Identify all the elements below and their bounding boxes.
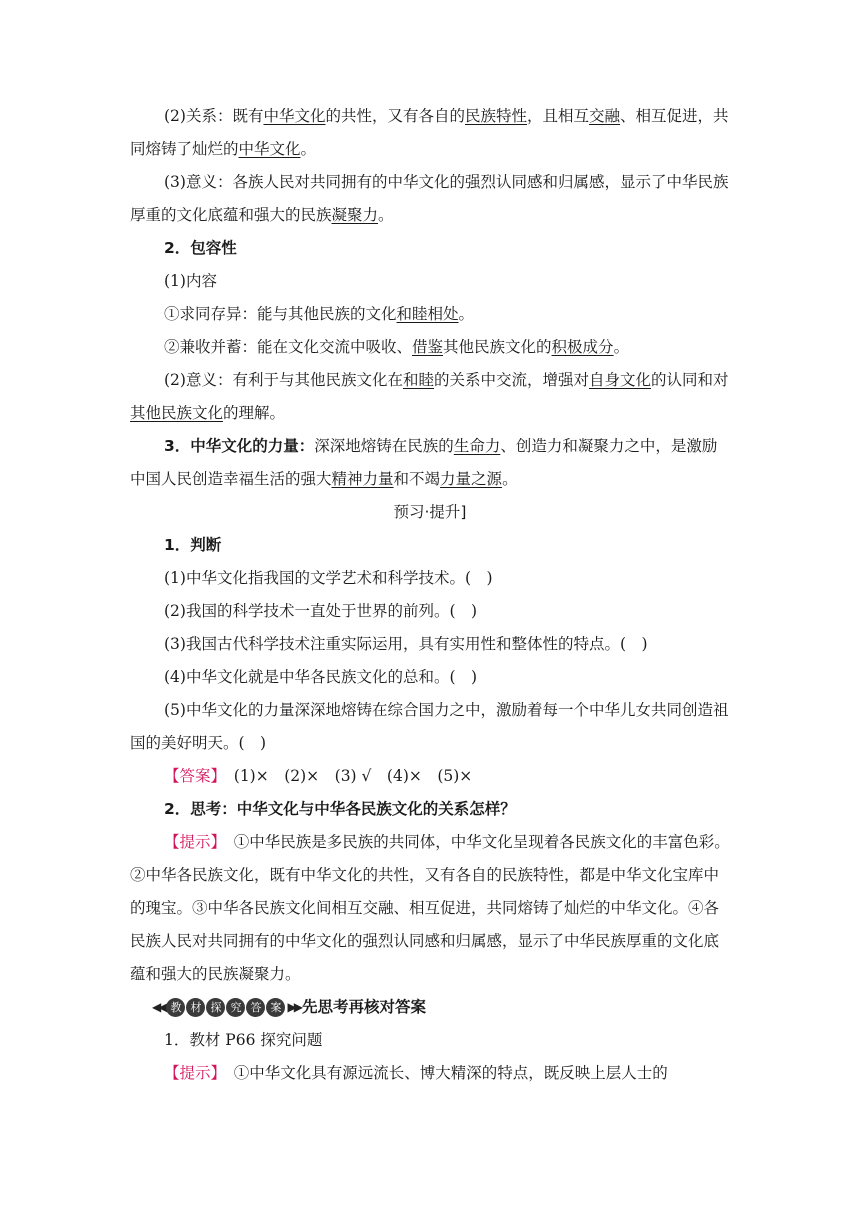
badge-char: 教: [166, 998, 185, 1017]
key-term: 中华文化: [263, 107, 326, 125]
key-term: 交融: [589, 107, 621, 125]
text: (2)关系：既有: [164, 107, 264, 125]
text: 和不竭: [393, 470, 441, 488]
paragraph-absorb: [130, 331, 730, 364]
text: ，且相互: [527, 107, 590, 125]
textbook-question-heading: 1．教材 P66 探究问题: [164, 1031, 323, 1049]
text: 的理解。: [223, 404, 286, 422]
text: 的认同和对: [651, 371, 729, 389]
key-term: 力量之源: [440, 470, 503, 488]
key-term: 凝聚力: [331, 206, 379, 224]
heading-inclusiveness: 2．包容性: [164, 239, 237, 257]
paragraph-inclusive-significance: [130, 364, 730, 430]
hint-label: 【提示】: [164, 1064, 219, 1082]
hint-paragraph: [130, 1057, 730, 1090]
judge-item: (1)中华文化指我国的文学艺术和科学技术。( ): [164, 569, 493, 587]
textbook-answer-banner: [152, 991, 730, 1024]
text: 、相互促进，共同熔铸了灿烂的: [130, 107, 729, 158]
banner-title: 先思考再核对答案: [301, 998, 426, 1016]
subheading: 3．中华文化的力量：: [164, 437, 315, 455]
paragraph-culture-power: [130, 430, 730, 496]
answer-label: 【答案】: [164, 767, 219, 785]
answer-text: (1)× (2)× (3) √ (4)× (5)×: [218, 767, 473, 785]
answer-line: [130, 760, 730, 793]
text: ②兼收并蓄：能在文化交流中吸收、: [164, 338, 413, 356]
badge-char: 探: [206, 998, 225, 1017]
paragraph-content: (1)内容: [164, 272, 217, 290]
badge-char: 答: [246, 998, 265, 1017]
key-term: 和睦相处: [396, 305, 459, 323]
hint-label: 【提示】: [164, 833, 219, 851]
hint-text: ①中华文化具有源远流长、博大精深的特点，既反映上层人士的: [218, 1064, 668, 1082]
text: 。: [300, 140, 317, 158]
judge-item: (5)中华文化的力量深深地熔铸在综合国力之中，激励着每一个中华儿女共同创造祖国的美好明天。( ): [130, 701, 729, 752]
key-term: 生命力: [453, 437, 501, 455]
hint-text: ①中华民族是多民族的共同体，中华文化呈现着各民族文化的丰富色彩。②中华各民族文化，既有中华文化的共性，又有各自的民族特性，都是中华文化宝库中的瑰宝。③中华各民族文化间相互交融、相互促进，共同熔铸了灿烂的中华文化。④各民族人民对共同拥有的中华文化的强烈认同感和归属感，显示了中华民族厚重的文化底蕴和强大的民族凝聚力。: [130, 833, 730, 983]
badge-char: 究: [226, 998, 245, 1017]
key-term: 和睦: [402, 371, 434, 389]
text: 、创造力和凝聚力之中，是激励中国人民创造幸福生活的强大: [130, 437, 718, 488]
text: ①求同存异：能与其他民族的文化: [164, 305, 397, 323]
question-judge-heading: 1．判断: [164, 536, 222, 554]
key-term: 自身文化: [589, 371, 652, 389]
text: 。: [613, 338, 630, 356]
double-right-arrow-icon: ▶▶: [287, 1000, 300, 1014]
badge-char: 材: [186, 998, 205, 1017]
text: 。: [378, 206, 394, 224]
paragraph-significance: [130, 166, 730, 232]
double-left-arrow-icon: ◀◀: [152, 1000, 165, 1014]
text: 。: [502, 470, 518, 488]
hint-paragraph: [130, 826, 730, 991]
judge-item: (3)我国古代科学技术注重实际运用，具有实用性和整体性的特点。( ): [164, 635, 648, 653]
text: 的关系中交流，增强对: [433, 371, 589, 389]
text: 深深地熔铸在民族的: [314, 437, 454, 455]
section-title: 预习·提升]: [393, 503, 467, 521]
badge-circles: [166, 998, 285, 1017]
text: (2)意义：有利于与其他民族文化在: [164, 371, 403, 389]
key-term: 其他民族文化: [130, 404, 224, 422]
paragraph-seek-common: [130, 298, 730, 331]
judge-item: (4)中华文化就是中华各民族文化的总和。( ): [164, 668, 478, 686]
key-term: 中华文化: [238, 140, 301, 158]
badge-char: 案: [266, 998, 285, 1017]
text: (3)意义：各族人民对共同拥有的中华文化的强烈认同感和归属感，显示了中华民族厚重的文化底蕴和强大的民族: [130, 173, 729, 224]
key-term: 民族特性: [465, 107, 528, 125]
text: 的共性，又有各自的: [325, 107, 465, 125]
content-body: [130, 100, 730, 1090]
key-term: 借鉴: [412, 338, 444, 356]
paragraph-relation: [130, 100, 730, 166]
text: 。: [458, 305, 475, 323]
key-term: 积极成分: [551, 338, 614, 356]
text: 其他民族文化的: [443, 338, 552, 356]
judge-item: (2)我国的科学技术一直处于世界的前列。( ): [164, 602, 478, 620]
question-think-heading: 2．思考：中华文化与中华各民族文化的关系怎样？: [164, 800, 516, 818]
key-term: 精神力量: [331, 470, 394, 488]
